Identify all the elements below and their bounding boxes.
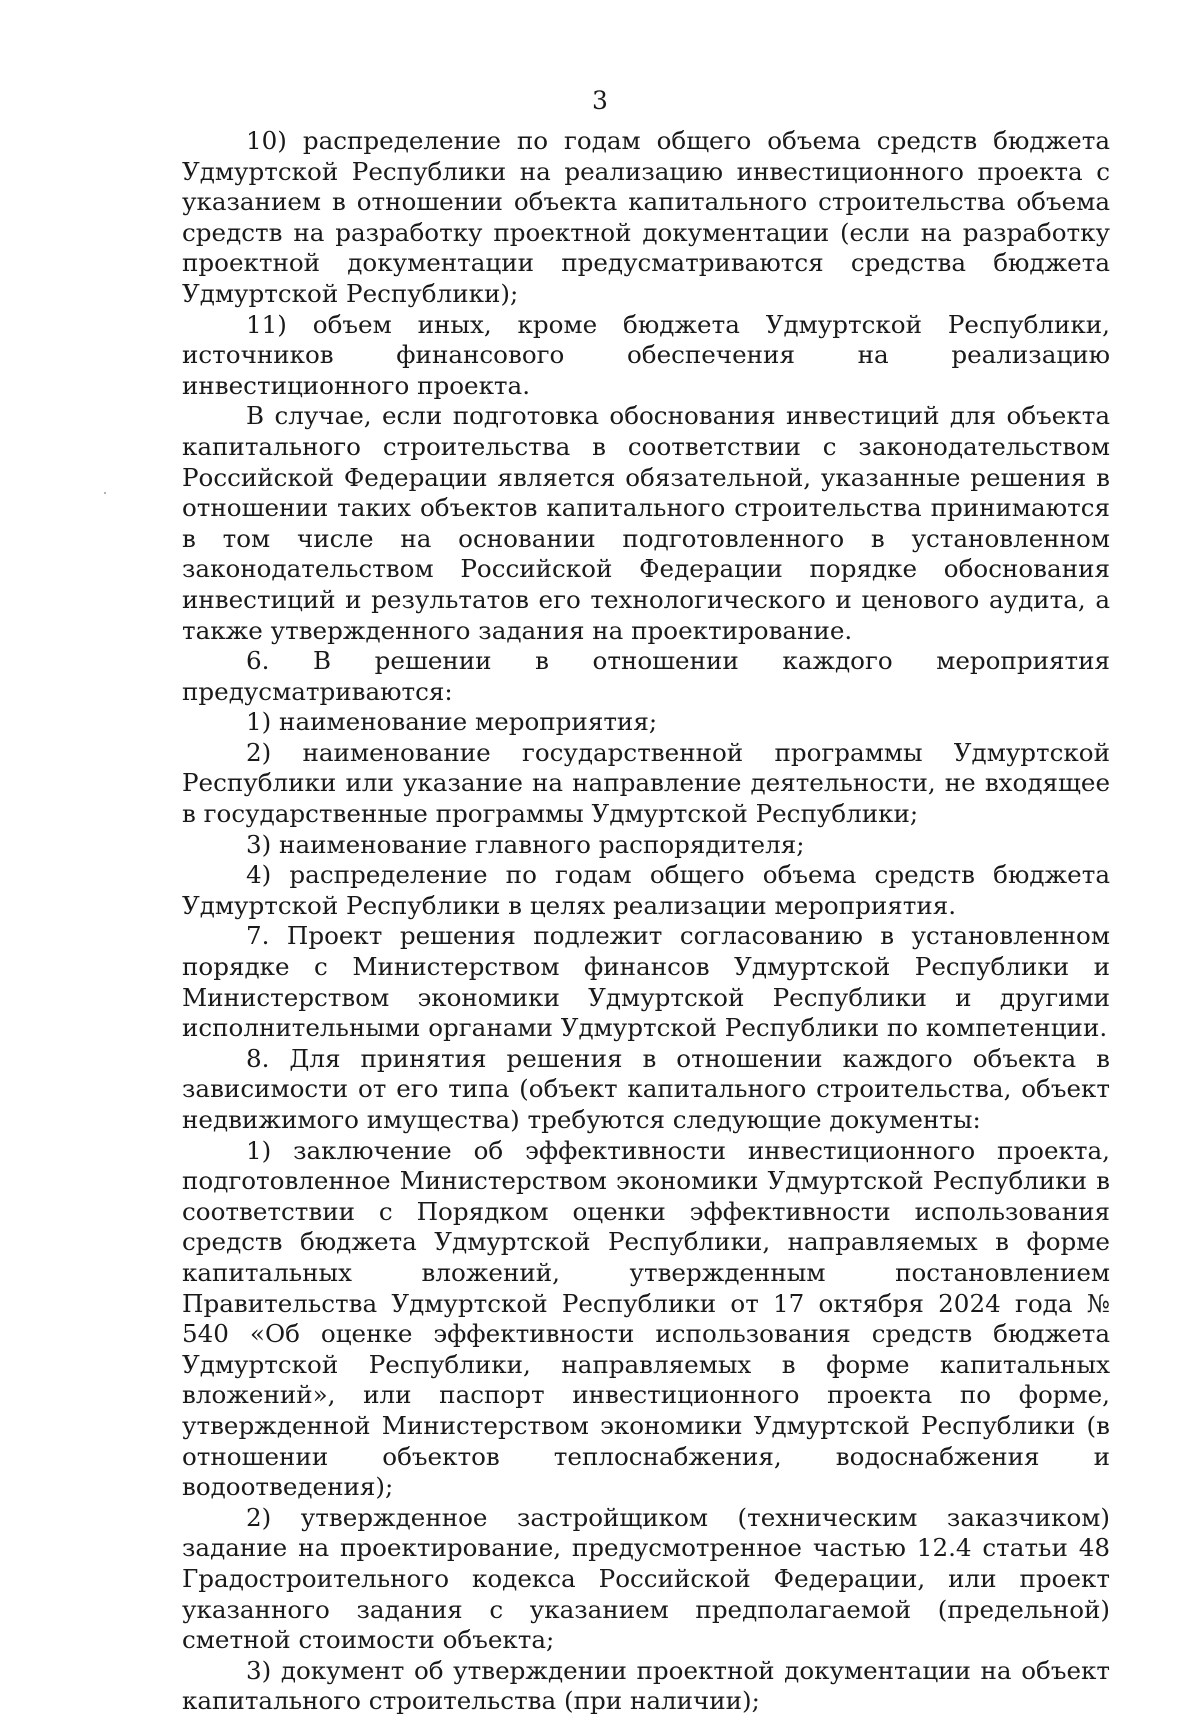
paragraph-section-6-item-4: 4) распределение по годам общего объема средств бюджета Удмуртской Республики в целях реализации мероприятия. <box>182 860 1110 920</box>
paragraph-item-11-other-sources: 11) объем иных, кроме бюджета Удмуртской Республики, источников финансового обеспечения на реализацию инвестиционного проекта. <box>182 309 1110 400</box>
document-body <box>182 126 1110 1717</box>
paragraph-section-8: 8. Для принятия решения в отношении каждого объекта в зависимости от его типа (объект капитального строительства, объект недвижимого имущества) требуются следующие документы: <box>182 1043 1110 1134</box>
page-number: 3 <box>592 86 608 115</box>
paragraph-item-10-budget-distribution: 10) распределение по годам общего объема средств бюджета Удмуртской Республики на реализацию инвестиционного проекта с указанием в отношении объекта капитального строительства объема средств на разработку проектной документации (если на разработку проектной документации предусматриваются средства бюджета Удмуртской Республики); <box>182 126 1110 308</box>
paragraph-section-6-item-1: 1) наименование мероприятия; <box>246 707 658 737</box>
paragraph-section-6: 6. В решении в отношении каждого мероприятия предусматриваются: <box>182 646 1110 706</box>
scan-dust-mark <box>104 492 106 494</box>
paragraph-section-8-item-1: 1) заключение об эффективности инвестиционного проекта, подготовленное Министерством экономики Удмуртской Республики в соответствии с Порядком оценки эффективности использования средств бюджета Удмуртской Республики, направляемых в форме капитальных вложений, утвержденным постановлением Правительства Удмуртской Республики от 17 октября 2024 года № 540 «Об оценке эффективности использования средств бюджета Удмуртской Республики, направляемых в форме капитальных вложений», или паспорт инвестиционного проекта по форме, утвержденной Министерством экономики Удмуртской Республики (в отношении объектов теплоснабжения, водоснабжения и водоотведения); <box>182 1135 1110 1502</box>
paragraph-section-6-item-3: 3) наименование главного распорядителя; <box>246 829 805 859</box>
paragraph-section-8-item-2: 2) утвержденное застройщиком (техническим заказчиком) задание на проектирование, предусмотренное частью 12.4 статьи 48 Градостроительного кодекса Российской Федерации, или проект указанного задания с указанием предполагаемой (предельной) сметной стоимости объекта; <box>182 1502 1110 1655</box>
paragraph-investment-justification: В случае, если подготовка обоснования инвестиций для объекта капитального строительства в соответствии с законодательством Российской Федерации является обязательной, указанные решения в отношении таких объектов капитального строительства принимаются в том числе на основании подготовленного в установленном законодательством Российской Федерации порядке обоснования инвестиций и результатов его технологического и ценового аудита, а также утвержденного задания на проектирование. <box>182 401 1110 645</box>
paragraph-section-6-item-2: 2) наименование государственной программы Удмуртской Республики или указание на направление деятельности, не входящее в государственные программы Удмуртской Республики; <box>182 737 1110 829</box>
paragraph-section-8-item-3: 3) документ об утверждении проектной документации на объект капитального строительства (при наличии); <box>182 1655 1110 1716</box>
paragraph-section-7: 7. Проект решения подлежит согласованию в установленном порядке с Министерством финансов Удмуртской Республики и Министерством экономики Удмуртской Республики и другими исполнительными органами Удмуртской Республики по компетенции. <box>182 921 1110 1043</box>
